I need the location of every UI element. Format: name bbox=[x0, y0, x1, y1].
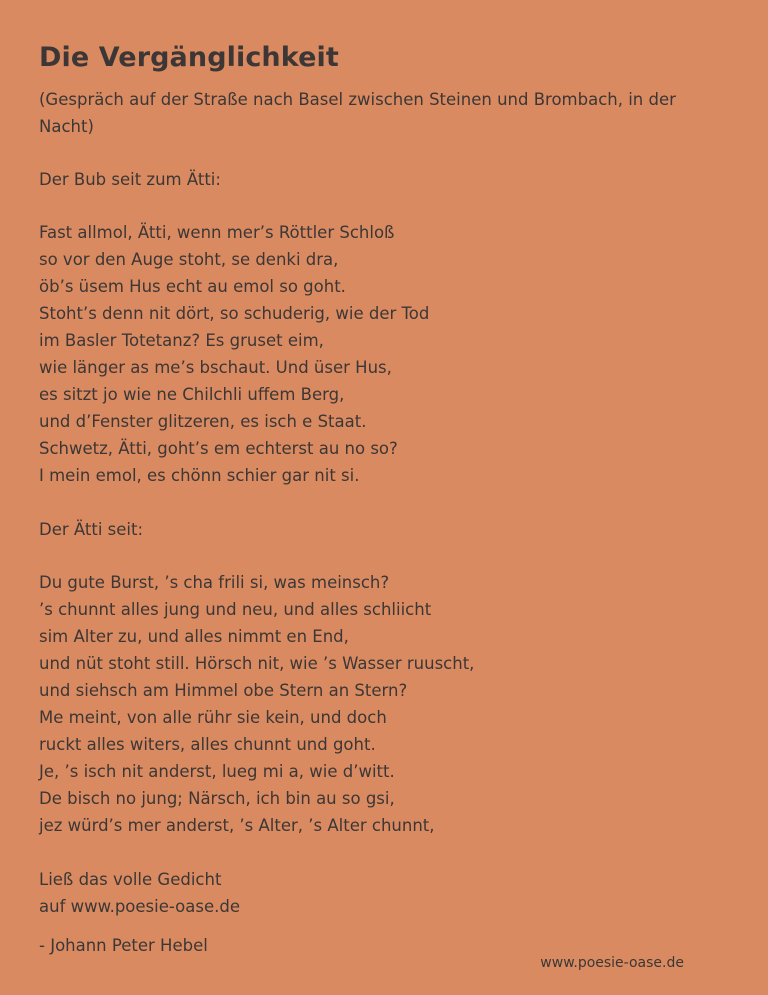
poem-line: De bisch no jung; Närsch, ich bin au so gsi, bbox=[39, 789, 395, 808]
poem-line: I mein emol, es chönn schier gar nit si. bbox=[39, 466, 360, 485]
poem-line: es sitzt jo wie ne Chilchli uffem Berg, bbox=[39, 385, 345, 404]
poem-line: und d’Fenster glitzeren, es isch e Staat. bbox=[39, 412, 367, 431]
poem-line: so vor den Auge stoht, se denki dra, bbox=[39, 250, 339, 269]
poem-line: wie länger as me’s bschaut. Und üser Hus, bbox=[39, 358, 392, 377]
poem-line: Me meint, von alle rühr sie kein, und doch bbox=[39, 708, 387, 727]
site-watermark: www.poesie-oase.de bbox=[540, 955, 684, 971]
poem-author: - Johann Peter Hebel bbox=[39, 936, 208, 955]
poem-line: ruckt alles witers, alles chunnt und goht. bbox=[39, 735, 376, 754]
poem-line: Je, ’s isch nit anderst, lueg mi a, wie d’witt. bbox=[39, 762, 395, 781]
stanza-1 bbox=[39, 219, 729, 489]
read-more-text bbox=[39, 866, 729, 920]
poem-line: Du gute Burst, ’s cha frili si, was meinsch? bbox=[39, 573, 390, 592]
speaker-label-atti: Der Ätti seit: bbox=[39, 520, 144, 539]
poem-title: Die Vergänglichkeit bbox=[39, 42, 339, 73]
poem-line: sim Alter zu, und alles nimmt en End, bbox=[39, 627, 349, 646]
poem-line: öb’s üsem Hus echt au emol so goht. bbox=[39, 277, 346, 296]
poem-line: und nüt stoht still. Hörsch nit, wie ’s Wasser ruuscht, bbox=[39, 654, 475, 673]
poem-line: im Basler Totetanz? Es gruset eim, bbox=[39, 331, 324, 350]
speaker-label-bub: Der Bub seit zum Ätti: bbox=[39, 170, 221, 189]
poem-line: ’s chunnt alles jung und neu, und alles schliicht bbox=[39, 600, 432, 619]
poem-page bbox=[39, 40, 729, 920]
poem-line: Schwetz, Ätti, goht’s em echterst au no so? bbox=[39, 439, 398, 458]
stanza-2 bbox=[39, 569, 729, 839]
poem-subtitle: (Gespräch auf der Straße nach Basel zwischen Steinen und Brombach, in der Nacht) bbox=[39, 90, 676, 136]
read-more-line-1: Ließ das volle Gedicht bbox=[39, 870, 222, 889]
poem-line: und siehsch am Himmel obe Stern an Stern? bbox=[39, 681, 408, 700]
poem-line: jez würd’s mer anderst, ’s Alter, ’s Alter chunnt, bbox=[39, 816, 435, 835]
poem-line: Fast allmol, Ätti, wenn mer’s Röttler Schloß bbox=[39, 223, 395, 242]
poem-line: Stoht’s denn nit dört, so schuderig, wie der Tod bbox=[39, 304, 430, 323]
read-more-line-2: auf www.poesie-oase.de bbox=[39, 897, 240, 916]
